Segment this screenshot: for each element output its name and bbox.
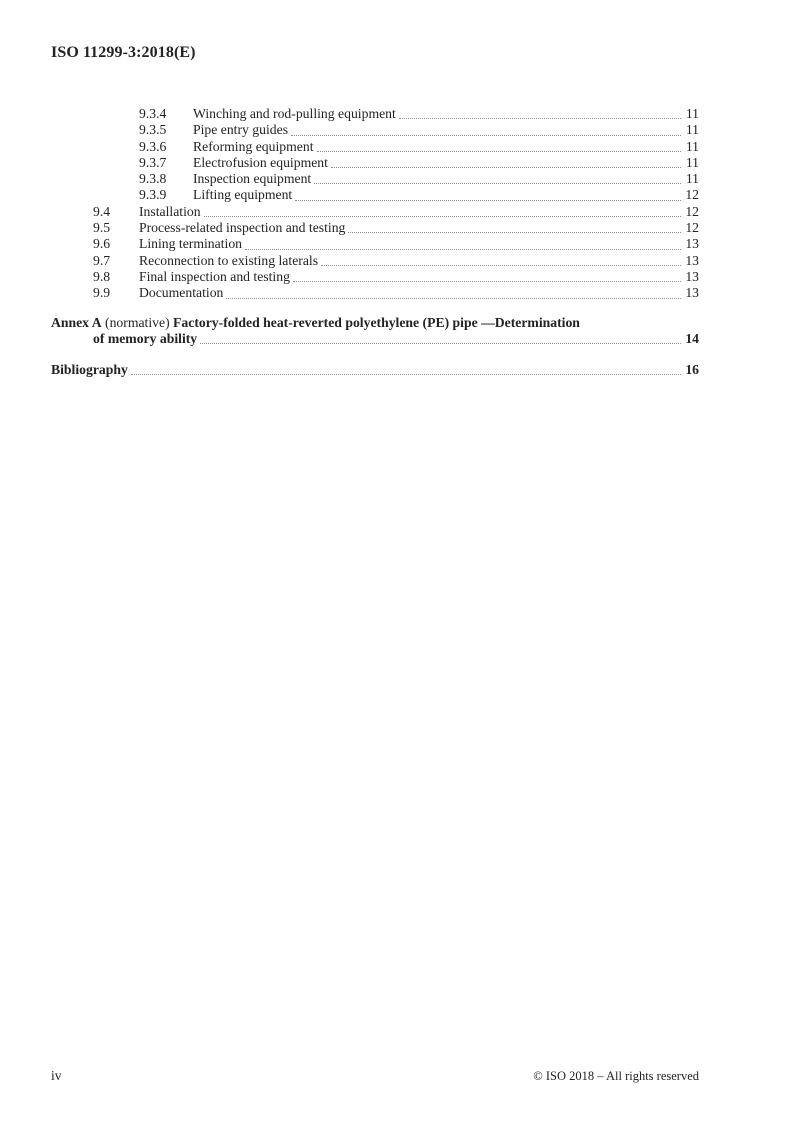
toc-entry-page: 12 bbox=[685, 187, 699, 203]
copyright-notice: © ISO 2018 – All rights reserved bbox=[533, 1069, 699, 1083]
dot-leader bbox=[291, 135, 681, 136]
toc-entry-title: Reforming equipment bbox=[193, 138, 314, 154]
toc-entry[interactable] bbox=[51, 220, 699, 236]
toc-entry-title: Process-related inspection and testing bbox=[139, 220, 346, 236]
toc-entry-page: 11 bbox=[685, 138, 699, 154]
toc-entry-page: 11 bbox=[685, 154, 699, 170]
toc-entry[interactable] bbox=[51, 236, 699, 252]
toc-entry-number: 9.3.5 bbox=[139, 122, 167, 138]
dot-leader bbox=[317, 151, 681, 152]
annex-qualifier: (normative) bbox=[101, 314, 174, 330]
toc-entry-page: 14 bbox=[685, 330, 699, 346]
dot-leader bbox=[245, 249, 681, 250]
toc-entry-number: 9.3.4 bbox=[139, 106, 167, 121]
toc-entry[interactable] bbox=[51, 269, 699, 285]
toc-entry-bibliography[interactable] bbox=[51, 362, 699, 378]
dot-leader bbox=[295, 200, 681, 201]
table-of-contents bbox=[51, 106, 699, 378]
dot-leader bbox=[321, 265, 681, 266]
toc-entry[interactable] bbox=[51, 204, 699, 220]
toc-entry[interactable] bbox=[51, 155, 699, 171]
document-footer bbox=[51, 1068, 699, 1084]
annex-title-continuation: of memory ability bbox=[93, 330, 198, 346]
toc-entry[interactable] bbox=[51, 139, 699, 155]
annex-title: Factory-folded heat-reverted polyethylene (PE) pipe —Determination bbox=[173, 314, 580, 330]
toc-entry-page: 12 bbox=[685, 220, 699, 236]
toc-entry-title: Lifting equipment bbox=[193, 187, 293, 203]
toc-entry-page: 11 bbox=[685, 122, 699, 138]
toc-entry-number: 9.5 bbox=[93, 220, 111, 236]
toc-entry-number: 9.3.6 bbox=[139, 138, 167, 154]
footer-page-number: iv bbox=[51, 1068, 62, 1083]
toc-entry-title: Lining termination bbox=[139, 236, 243, 252]
annex-label: Annex A bbox=[51, 314, 102, 330]
toc-entry[interactable] bbox=[51, 253, 699, 269]
toc-entry[interactable] bbox=[51, 285, 699, 301]
dot-leader bbox=[131, 374, 681, 375]
toc-entry-title: Inspection equipment bbox=[193, 171, 312, 187]
toc-entry-title: Electrofusion equipment bbox=[193, 154, 328, 170]
annex-title-line2 bbox=[93, 331, 699, 347]
toc-entry-title: Pipe entry guides bbox=[193, 122, 289, 138]
toc-entry-number: 9.9 bbox=[93, 285, 111, 301]
dot-leader bbox=[200, 343, 681, 344]
dot-leader bbox=[226, 298, 681, 299]
toc-entry[interactable] bbox=[51, 122, 699, 138]
toc-entry-number: 9.6 bbox=[93, 236, 111, 252]
dot-leader bbox=[293, 281, 681, 282]
dot-leader bbox=[331, 167, 681, 168]
toc-entry-annex-a[interactable] bbox=[51, 315, 699, 348]
toc-entry-page: 13 bbox=[685, 236, 699, 252]
document-header: ISO 11299-3:2018(E) bbox=[51, 44, 196, 61]
toc-entry-page: 13 bbox=[685, 252, 699, 268]
toc-entry-number: 9.3.8 bbox=[139, 171, 167, 187]
toc-entry[interactable] bbox=[51, 187, 699, 203]
annex-title-line1 bbox=[51, 315, 699, 331]
toc-entry-number: 9.3.7 bbox=[139, 154, 167, 170]
toc-entry-page: 13 bbox=[685, 285, 699, 301]
toc-entry-page: 11 bbox=[685, 171, 699, 187]
toc-entry[interactable] bbox=[51, 171, 699, 187]
dot-leader bbox=[314, 183, 681, 184]
toc-entry-page: 16 bbox=[685, 362, 699, 378]
toc-entry-number: 9.3.9 bbox=[139, 187, 167, 203]
toc-entry-title: Reconnection to existing laterals bbox=[139, 252, 319, 268]
dot-leader bbox=[204, 216, 681, 217]
toc-entry-title: Installation bbox=[139, 203, 201, 219]
toc-entry-page: 13 bbox=[685, 268, 699, 284]
bibliography-label: Bibliography bbox=[51, 362, 128, 378]
toc-entry-page: 12 bbox=[685, 203, 699, 219]
toc-entry-number: 9.7 bbox=[93, 252, 111, 268]
toc-entry[interactable] bbox=[51, 106, 699, 122]
toc-entry-title: Final inspection and testing bbox=[139, 268, 290, 284]
dot-leader bbox=[348, 232, 681, 233]
toc-entry-page: 11 bbox=[685, 106, 699, 121]
toc-entry-title: Winching and rod-pulling equipment bbox=[193, 106, 396, 121]
dot-leader bbox=[399, 118, 681, 119]
toc-entry-title: Documentation bbox=[139, 285, 224, 301]
toc-entry-number: 9.4 bbox=[93, 203, 111, 219]
toc-entry-number: 9.8 bbox=[93, 268, 111, 284]
